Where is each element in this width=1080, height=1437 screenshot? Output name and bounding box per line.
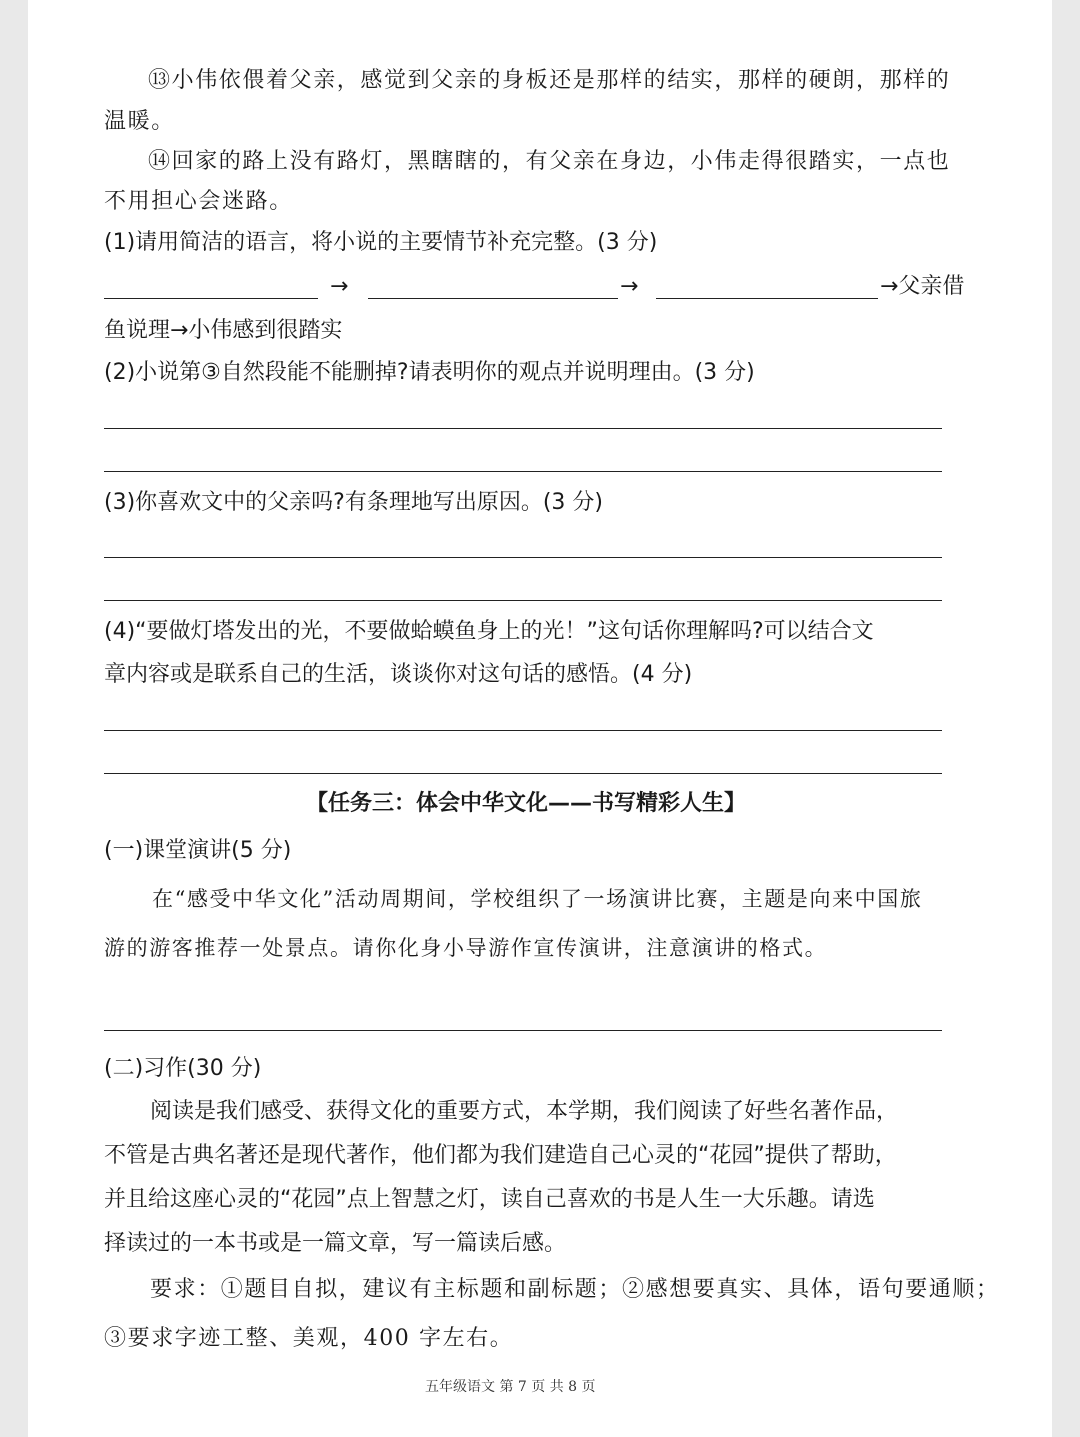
part-1-title: (一)课堂演讲(5 分) <box>104 838 292 863</box>
plot-tail-line-2: 鱼说理→小伟感到很踏实 <box>104 318 343 343</box>
answer-line-q2-2[interactable] <box>104 471 942 472</box>
part-1-prompt-line-2: 游的游客推荐一处景点。请你化身小导游作宣传演讲，注意演讲的格式。 <box>104 936 828 960</box>
requirements-line-1: 要求：①题目自拟，建议有主标题和副标题；②感想要真实、具体，语句要通顺； <box>150 1277 1000 1302</box>
task-3-heading: 【任务三：体会中华文化——书写精彩人生】 <box>306 791 747 816</box>
page-footer: 五年级语文 第 7 页 共 8 页 <box>425 1379 596 1395</box>
plot-arrow-2: → <box>620 274 639 299</box>
part-2-text-line-4: 择读过的一本书或是一篇文章，写一篇读后感。 <box>104 1231 567 1256</box>
answer-blank-1[interactable] <box>104 298 318 299</box>
plot-arrow-1: → <box>330 274 349 299</box>
paragraph-14-line-2: 不用担心会迷路。 <box>104 189 293 214</box>
question-4-line-1: (4)“要做灯塔发出的光，不要做蛤蟆鱼身上的光！”这句话你理解吗?可以结合文 <box>104 619 874 644</box>
paragraph-14-line-1: ⑭回家的路上没有路灯，黑瞎瞎的，有父亲在身边，小伟走得很踏实，一点也 <box>148 149 951 174</box>
part-1-prompt-line-1: 在“感受中华文化”活动周期间，学校组织了一场演讲比赛，主题是向来中国旅 <box>152 887 923 911</box>
requirements-line-2: ③要求字迹工整、美观，400 字左右。 <box>104 1326 514 1351</box>
answer-line-q2-1[interactable] <box>104 428 942 429</box>
part-2-title: (二)习作(30 分) <box>104 1056 262 1081</box>
answer-line-speech[interactable] <box>104 1030 942 1031</box>
part-2-text-line-2: 不管是古典名著还是现代著作，他们都为我们建造自己心灵的“花园”提供了帮助， <box>104 1143 897 1168</box>
answer-line-q3-1[interactable] <box>104 557 942 558</box>
question-4-line-2: 章内容或是联系自己的生活，谈谈你对这句话的感悟。(4 分) <box>104 662 693 687</box>
plot-tail-end: →父亲借 <box>880 274 965 299</box>
paragraph-13-line-2: 温暖。 <box>104 109 175 134</box>
exam-page <box>28 0 1052 1437</box>
question-3: (3)你喜欢文中的父亲吗?有条理地写出原因。(3 分) <box>104 490 603 515</box>
part-2-text-line-3: 并且给这座心灵的“花园”点上智慧之灯，读自己喜欢的书是人生一大乐趣。请选 <box>104 1187 875 1212</box>
part-2-text-line-1: 阅读是我们感受、获得文化的重要方式，本学期，我们阅读了好些名著作品， <box>150 1099 899 1124</box>
answer-line-q4-1[interactable] <box>104 730 942 731</box>
answer-line-q4-2[interactable] <box>104 773 942 774</box>
paragraph-13-line-1: ⑬小伟依偎着父亲，感觉到父亲的身板还是那样的结实，那样的硬朗，那样的 <box>148 68 951 93</box>
question-1: (1)请用简洁的语言，将小说的主要情节补充完整。(3 分) <box>104 230 658 255</box>
answer-line-q3-2[interactable] <box>104 600 942 601</box>
question-2: (2)小说第③自然段能不能删掉?请表明你的观点并说明理由。(3 分) <box>104 360 755 385</box>
answer-blank-3[interactable] <box>656 298 878 299</box>
answer-blank-2[interactable] <box>368 298 618 299</box>
